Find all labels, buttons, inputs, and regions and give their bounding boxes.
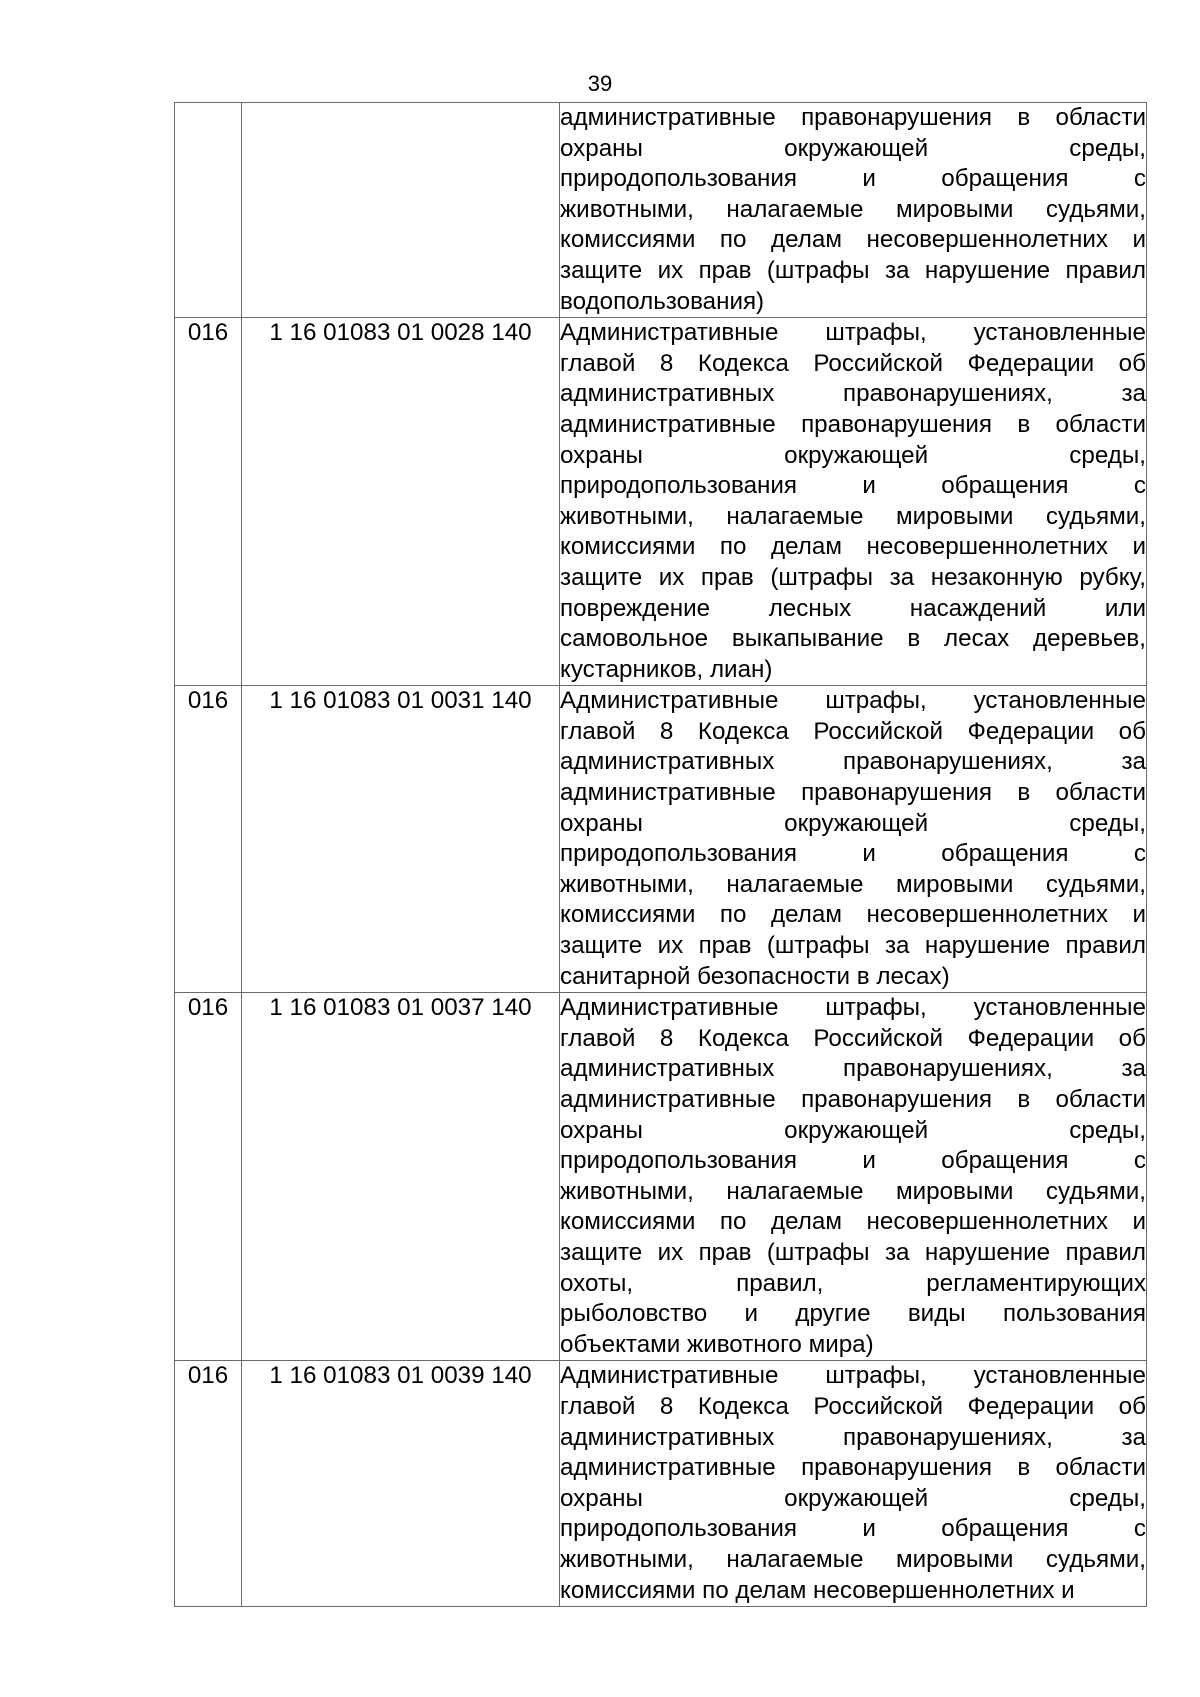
- description-line: самовольное выкапывание в лесах деревьев,: [560, 625, 1146, 653]
- description-line: охраны окружающей среды,: [560, 134, 1146, 162]
- description-line: Административные штрафы, установленные: [560, 994, 1146, 1022]
- admin-code-cell: [175, 103, 242, 318]
- description-line: охраны окружающей среды,: [560, 1116, 1146, 1144]
- description-line: Административные штрафы, установленные: [560, 319, 1146, 347]
- description-line: природопользования и обращения с: [560, 165, 1146, 193]
- admin-code-cell: 016: [175, 993, 242, 1361]
- description-line: животными, налагаемые мировыми судьями,: [560, 1177, 1146, 1205]
- description-line: повреждение лесных насаждений или: [560, 594, 1146, 622]
- admin-code-cell: 016: [175, 1361, 242, 1607]
- description-line: главой 8 Кодекса Российской Федерации об: [560, 1024, 1146, 1052]
- description-line: защите их прав (штрафы за нарушение правил: [560, 1238, 1146, 1266]
- description-line: защите их прав (штрафы за нарушение правил: [560, 256, 1146, 284]
- budget-classification-code-cell: 1 16 01083 01 0028 140: [242, 318, 560, 686]
- page-number: 39: [587, 71, 613, 96]
- description-line: животными, налагаемые мировыми судьями,: [560, 502, 1146, 530]
- description-line: главой 8 Кодекса Российской Федерации об: [560, 717, 1146, 745]
- description-line: административные правонарушения в области: [560, 1454, 1146, 1482]
- description-line: комиссиями по делам несовершеннолетних и: [560, 1208, 1146, 1236]
- income-description-cell: [560, 993, 1147, 1361]
- description-line: административных правонарушениях, за: [560, 380, 1146, 408]
- description-line: защите их прав (штрафы за незаконную рубку,: [560, 563, 1146, 591]
- table-row: [175, 318, 1147, 686]
- table-row: [175, 1361, 1147, 1607]
- description-line: комиссиями по делам несовершеннолетних и: [560, 533, 1146, 561]
- budget-classification-code-cell: 1 16 01083 01 0037 140: [242, 993, 560, 1361]
- description-line: природопользования и обращения с: [560, 1515, 1146, 1543]
- description-line: кустарников, лиан): [560, 655, 773, 683]
- admin-code-cell: 016: [175, 318, 242, 686]
- description-line: комиссиями по делам несовершеннолетних и: [560, 226, 1146, 254]
- description-line: административные правонарушения в области: [560, 1086, 1146, 1113]
- table-row: [175, 993, 1147, 1361]
- description-line: Административные штрафы, установленные: [560, 1362, 1146, 1390]
- budget-classification-code-cell: 1 16 01083 01 0031 140: [242, 686, 560, 993]
- income-description-cell: [560, 103, 1147, 318]
- description-line: административные правонарушения в области: [560, 410, 1146, 438]
- table-row: [175, 686, 1147, 993]
- description-line: защите их прав (штрафы за нарушение правил: [560, 932, 1146, 960]
- description-line: охраны окружающей среды,: [560, 1484, 1146, 1512]
- description-line: животными, налагаемые мировыми судьями,: [560, 1545, 1146, 1573]
- description-line: Административные штрафы, установленные: [560, 687, 1146, 715]
- description-line: комиссиями по делам несовершеннолетних и: [560, 901, 1146, 929]
- description-line: административные правонарушения в области: [560, 779, 1146, 807]
- description-line: административных правонарушениях, за: [560, 1055, 1146, 1083]
- description-line: охраны окружающей среды,: [560, 441, 1146, 469]
- description-line: животными, налагаемые мировыми судьями,: [560, 870, 1146, 898]
- description-line: животными, налагаемые мировыми судьями,: [560, 195, 1146, 223]
- description-line: природопользования и обращения с: [560, 472, 1146, 500]
- budget-classification-code-cell: 1 16 01083 01 0039 140: [242, 1361, 560, 1607]
- income-description-cell: [560, 318, 1147, 686]
- description-line: природопользования и обращения с: [560, 1147, 1146, 1175]
- admin-code-cell: 016: [175, 686, 242, 993]
- description-line: главой 8 Кодекса Российской Федерации об: [560, 1392, 1146, 1420]
- description-line: комиссиями по делам несовершеннолетних и: [560, 1576, 1075, 1604]
- description-line: санитарной безопасности в лесах): [560, 962, 950, 990]
- income-description-cell: [560, 686, 1147, 993]
- description-line: водопользования): [560, 287, 765, 315]
- description-line: охраны окружающей среды,: [560, 809, 1146, 837]
- description-line: административных правонарушениях, за: [560, 748, 1146, 776]
- description-line: объектами животного мира): [560, 1330, 874, 1358]
- table-row: [175, 103, 1147, 318]
- description-line: природопользования и обращения с: [560, 840, 1146, 868]
- description-line: главой 8 Кодекса Российской Федерации об: [560, 349, 1146, 377]
- description-line: административных правонарушениях, за: [560, 1423, 1146, 1451]
- budget-classification-code-cell: [242, 103, 560, 318]
- income-description-cell: [560, 1361, 1147, 1607]
- description-line: рыболовство и другие виды пользования: [560, 1300, 1146, 1328]
- description-line: административные правонарушения в области: [560, 104, 1146, 131]
- description-line: охоты, правил, регламентирующих: [560, 1269, 1146, 1297]
- budget-codes-table: [174, 102, 1147, 1607]
